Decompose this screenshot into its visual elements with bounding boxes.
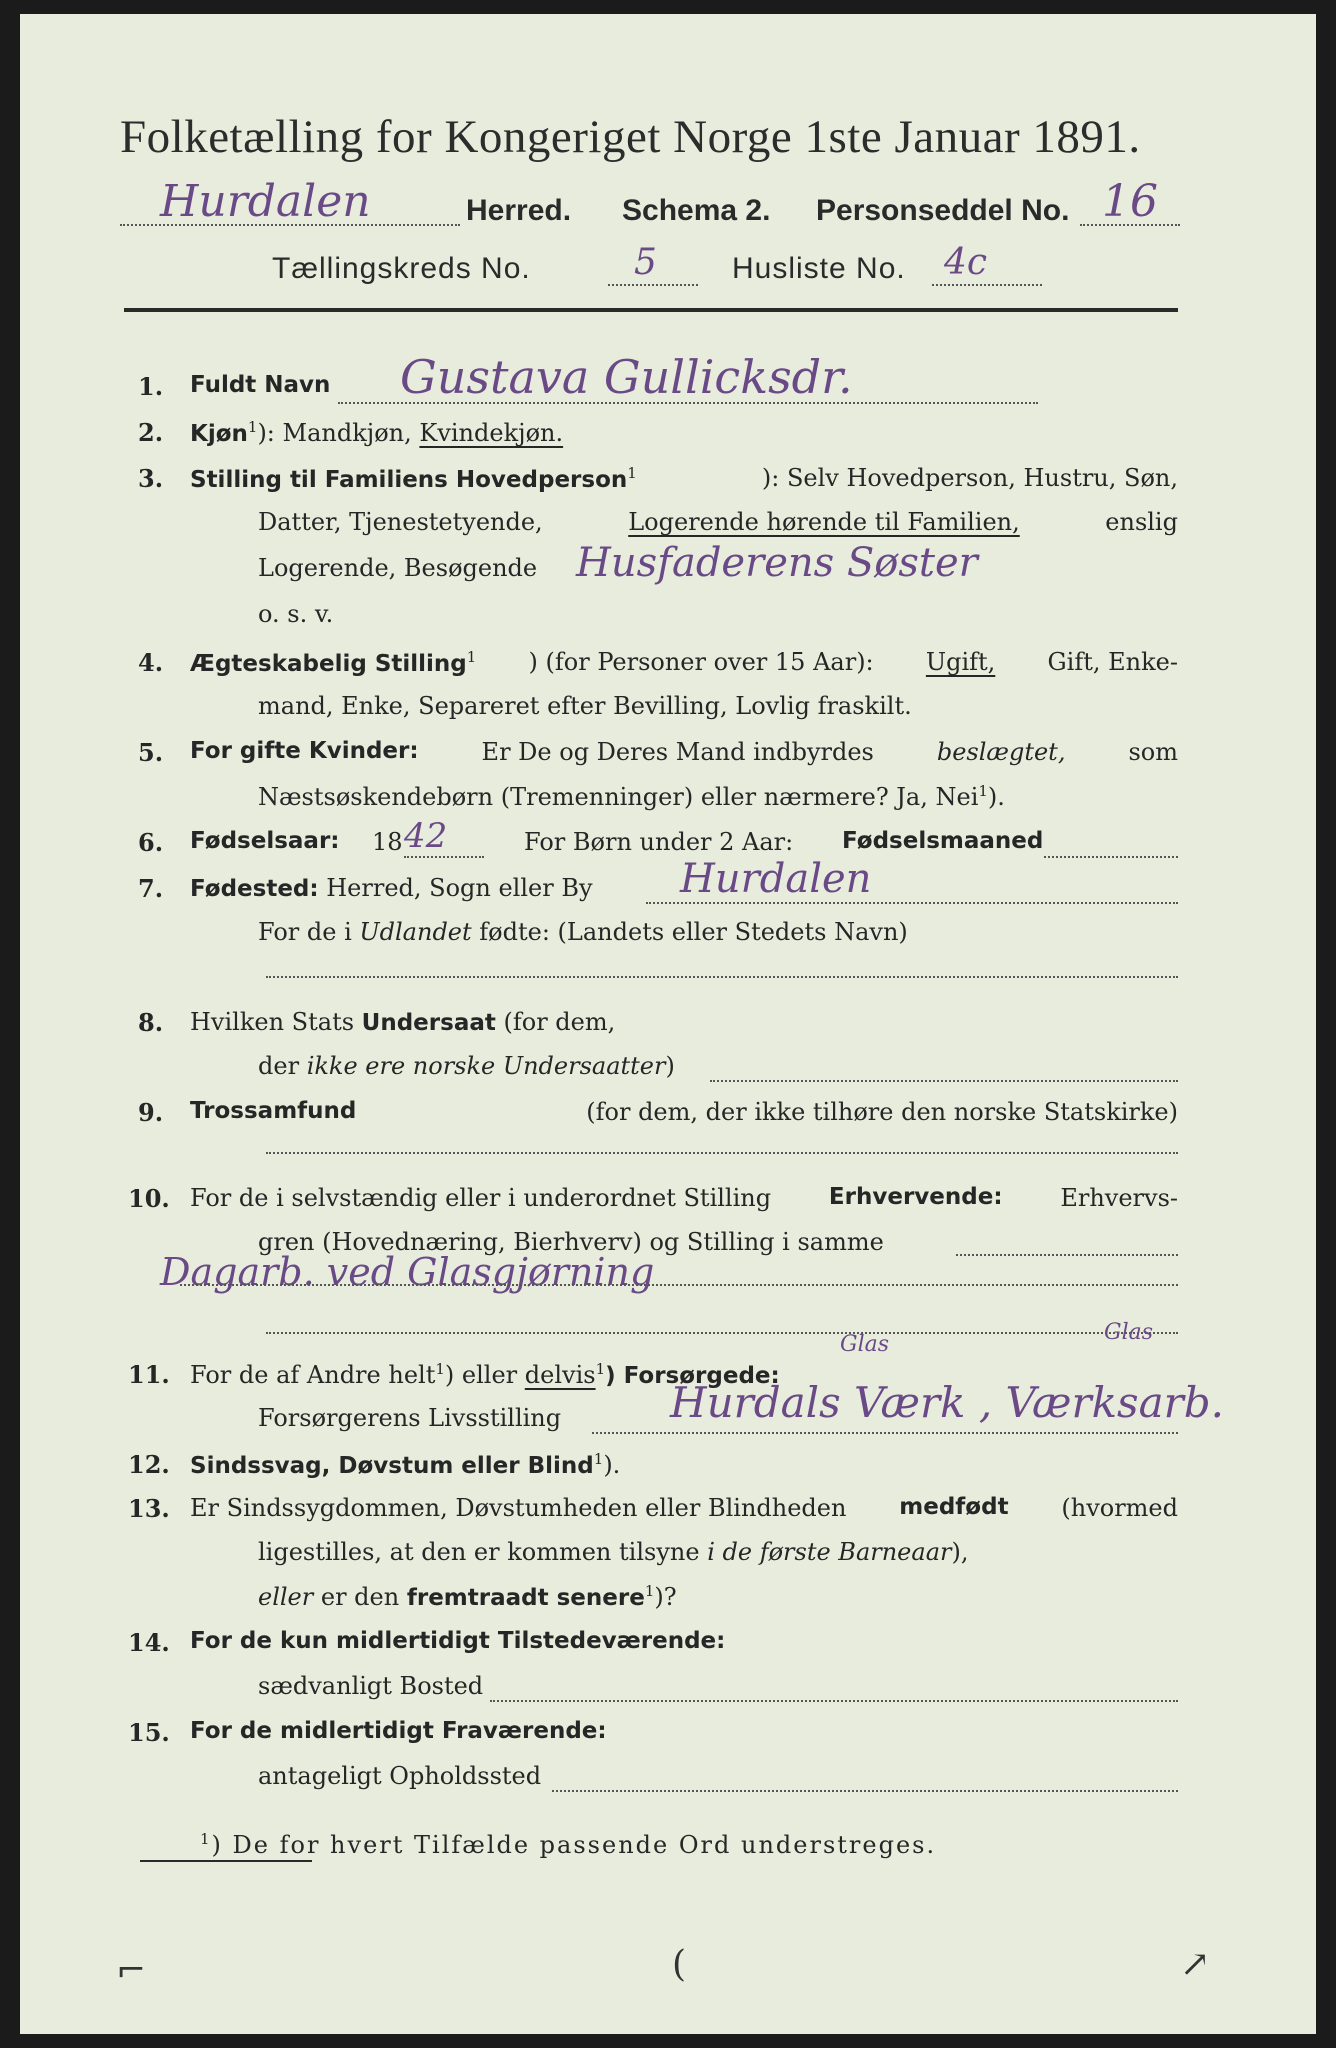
q2-underlined-option: Kvindekjøn.	[419, 419, 564, 447]
q14-dotted-line	[490, 1700, 1178, 1702]
q15-dotted-line	[552, 1790, 1178, 1792]
q6-number: 6.	[138, 828, 164, 857]
q3-line1: Stilling til Familiens Hovedperson$^1$ ): Selv Hovedperson, Hustru, Søn,	[190, 464, 1178, 493]
husliste-handwritten: 4c	[944, 242, 988, 283]
herred-handwritten: Hurdalen	[160, 176, 371, 227]
herred-dotted-line	[120, 224, 460, 226]
footnote-rule	[140, 1860, 312, 1862]
personseddel-handwritten: 16	[1102, 176, 1158, 227]
q3-line4: o. s. v.	[258, 600, 334, 628]
q11-underlined-option: delvis	[524, 1361, 596, 1389]
q3-line3: Logerende, Besøgende	[258, 554, 538, 582]
q5-line2: Næstsøskendebørn (Tremenninger) eller nærmere? Ja, Nei$^1$).	[258, 782, 1005, 811]
q13-line1: Er Sindssygdommen, Døvstumheden eller Blindheden medfødt (hvormed	[190, 1494, 1178, 1522]
taellingskreds-label: Tællingskreds No.	[272, 252, 531, 285]
q7-line2-dotted-line	[266, 976, 1178, 978]
header-rule	[124, 308, 1178, 312]
q11-handwritten: Hurdals Værk , Værksarb.	[670, 1378, 1224, 1427]
q3-handwritten: Husfaderens Søster	[576, 540, 978, 586]
q11-dotted-line	[592, 1432, 1178, 1434]
q9-number: 9.	[138, 1098, 164, 1127]
form-title: Folketælling for Kongeriget Norge 1ste Januar 1891.	[120, 111, 1141, 163]
q8-number: 8.	[138, 1008, 164, 1037]
q10-line2: gren (Hovednæring, Bierhverv) og Stilling i samme	[258, 1228, 884, 1256]
q5-number: 5.	[138, 738, 164, 767]
q8-dotted-line	[710, 1080, 1178, 1082]
q4-line2: mand, Enke, Separeret efter Bevilling, Lovlig fraskilt.	[258, 692, 912, 720]
q1-label: Fuldt Navn	[190, 372, 331, 398]
q12-line1: Sindssvag, Døvstum eller Blind$^1$).	[190, 1450, 621, 1479]
q5-line1: For gifte Kvinder: Er De og Deres Mand indbyrdes beslægtet, som	[190, 738, 1178, 766]
q11-handwritten-note-1: Glas	[840, 1332, 890, 1357]
q9-line1: Trossamfund (for dem, der ikke tilhøre den norske Statskirke)	[190, 1098, 1178, 1126]
q10-number: 10.	[128, 1184, 170, 1213]
q3-number: 3.	[138, 464, 164, 493]
q10-handwritten: Dagarb. ved Glasgjørning	[160, 1250, 655, 1294]
corner-mark-left: ⌐	[116, 1950, 147, 1991]
q4-line1: Ægteskabelig Stilling$^1$ ) (for Personer over 15 Aar): Ugift, Gift, Enke-	[190, 648, 1178, 677]
q15-line2: antageligt Opholdssted	[258, 1762, 542, 1790]
q3-underlined-option: Logerende hørende til Familien,	[628, 508, 1020, 536]
personseddel-label: Personseddel No.	[816, 194, 1070, 227]
q8-line2: der ikke ere norske Undersaatter)	[258, 1052, 675, 1080]
q13-line2: ligestilles, at den er kommen tilsyne i de første Barneaar),	[258, 1538, 969, 1566]
q10-line1: For de i selvstændig eller i underordnet Stilling Erhvervende: Erhvervs-	[190, 1184, 1178, 1212]
q6-century-prefix: 18	[372, 828, 403, 856]
q13-number: 13.	[128, 1494, 170, 1523]
q6-rest: For Børn under 2 Aar:	[524, 828, 794, 856]
q15-number: 15.	[128, 1718, 170, 1747]
corner-mark-right: ↗	[1180, 1944, 1211, 1985]
q10-dotted-line-1	[180, 1284, 1178, 1286]
census-form-sheet	[20, 14, 1316, 2034]
husliste-dotted-line	[932, 284, 1042, 286]
q15-label: For de midlertidigt Fraværende:	[190, 1718, 607, 1744]
q10-line2-dotted-line	[956, 1254, 1178, 1256]
q14-label: For de kun midlertidigt Tilstedeværende:	[190, 1628, 726, 1654]
q11-line2: Forsørgerens Livsstilling	[258, 1404, 562, 1432]
q7-handwritten: Hurdalen	[680, 856, 872, 902]
footnote: $^1$) De for hvert Tilfælde passende Ord understreges.	[200, 1830, 937, 1859]
q7-line2: For de i Udlandet fødte: (Landets eller Stedets Navn)	[258, 918, 908, 946]
q4-underlined-option: Ugift,	[925, 648, 996, 676]
q6-label: Fødselsaar:	[190, 828, 340, 854]
q6-handwritten-year: 42	[404, 816, 448, 856]
q13-line3: eller er den fremtraadt senere$^1$)?	[258, 1582, 677, 1611]
q1-number: 1.	[138, 372, 164, 401]
q11-number: 11.	[128, 1360, 170, 1389]
taellingskreds-dotted-line	[608, 284, 698, 286]
q4-number: 4.	[138, 648, 164, 677]
q6-label2: Fødselsmaaned	[842, 828, 1044, 854]
q7-dotted-line	[646, 902, 1178, 904]
q7-line1: Fødested: Herred, Sogn eller By	[190, 874, 593, 902]
taellingskreds-handwritten: 5	[634, 242, 657, 283]
q2-text: Kjøn$^1$): Mandkjøn, Kvindekjøn.	[190, 418, 564, 447]
q10-dotted-line-2	[266, 1332, 1178, 1334]
schema-label: Schema 2.	[622, 194, 771, 227]
q9-dotted-line	[266, 1152, 1178, 1154]
husliste-label: Husliste No.	[732, 252, 906, 285]
q6-month-dotted-line	[1044, 856, 1178, 858]
q2-number: 2.	[138, 418, 164, 447]
q3-line2: Datter, Tjenestetyende, Logerende hørende til Familien, enslig	[258, 508, 1178, 536]
q7-number: 7.	[138, 874, 164, 903]
center-mark: (	[672, 1944, 687, 1985]
q11-handwritten-note-2: Glas	[1104, 1320, 1154, 1345]
q6-year-dotted-line	[404, 856, 484, 858]
q14-line2: sædvanligt Bosted	[258, 1672, 484, 1700]
q11-line1: For de af Andre helt$^1$) eller delvis$^1$) Forsørgede:	[190, 1360, 780, 1389]
q1-handwritten-name: Gustava Gullicksdr.	[400, 350, 853, 404]
q12-number: 12.	[128, 1450, 170, 1479]
q14-number: 14.	[128, 1628, 170, 1657]
personseddel-dotted-line	[1080, 224, 1180, 226]
q8-line1: Hvilken Stats Undersaat (for dem,	[190, 1008, 616, 1036]
herred-label: Herred.	[466, 194, 572, 227]
